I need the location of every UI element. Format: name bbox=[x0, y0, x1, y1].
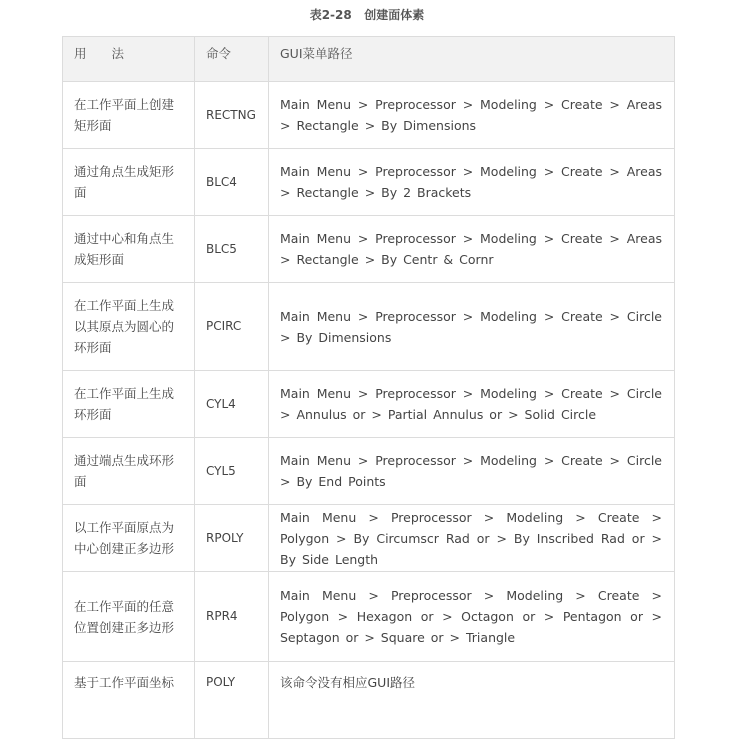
table-row bbox=[63, 662, 675, 739]
command-cell: RPR4 bbox=[195, 572, 269, 662]
command-cell: RPOLY bbox=[195, 505, 269, 572]
command-cell: CYL4 bbox=[195, 371, 269, 438]
gui-path-cell: Main Menu > Preprocessor > Modeling > Create > Areas > Rectangle > By Centr & Cornr bbox=[269, 216, 675, 283]
gui-path-cell: Main Menu > Preprocessor > Modeling > Create > Polygon > Hexagon or > Octagon or > Pentagon or > Septagon or > Square or > Triangle bbox=[269, 572, 675, 662]
command-cell: BLC5 bbox=[195, 216, 269, 283]
command-cell: PCIRC bbox=[195, 283, 269, 371]
header-gui-path: GUI菜单路径 bbox=[269, 37, 675, 82]
gui-path-cell: Main Menu > Preprocessor > Modeling > Create > Polygon > By Circumscr Rad or > By Inscribed Rad or > By Side Length bbox=[269, 505, 675, 572]
gui-path-cell: 该命令没有相应GUI路径 bbox=[269, 662, 675, 739]
table-row bbox=[63, 438, 675, 505]
gui-path-cell: Main Menu > Preprocessor > Modeling > Create > Circle > By Dimensions bbox=[269, 283, 675, 371]
table-row bbox=[63, 149, 675, 216]
gui-path-cell: Main Menu > Preprocessor > Modeling > Create > Circle > Annulus or > Partial Annulus or > Solid Circle bbox=[269, 371, 675, 438]
table-caption: 表2-28 创建面体素 bbox=[309, 8, 425, 22]
usage-cell: 在工作平面上创建矩形面 bbox=[63, 82, 195, 149]
area-primitives-table bbox=[62, 36, 675, 739]
usage-cell: 通过端点生成环形面 bbox=[63, 438, 195, 505]
table-row bbox=[63, 505, 675, 572]
gui-path-cell: Main Menu > Preprocessor > Modeling > Create > Areas > Rectangle > By 2 Brackets bbox=[269, 149, 675, 216]
header-command: 命令 bbox=[195, 37, 269, 82]
table-row bbox=[63, 82, 675, 149]
gui-path-cell: Main Menu > Preprocessor > Modeling > Create > Circle > By End Points bbox=[269, 438, 675, 505]
table-header-row bbox=[63, 37, 675, 82]
gui-path-cell: Main Menu > Preprocessor > Modeling > Create > Areas > Rectangle > By Dimensions bbox=[269, 82, 675, 149]
usage-cell: 在工作平面上生成以其原点为圆心的环形面 bbox=[63, 283, 195, 371]
command-cell: CYL5 bbox=[195, 438, 269, 505]
usage-cell: 在工作平面上生成环形面 bbox=[63, 371, 195, 438]
usage-cell: 以工作平面原点为中心创建正多边形 bbox=[63, 505, 195, 572]
table-row bbox=[63, 216, 675, 283]
command-cell: POLY bbox=[195, 662, 269, 739]
table-row bbox=[63, 371, 675, 438]
table-row bbox=[63, 283, 675, 371]
header-usage: 用 法 bbox=[63, 37, 195, 82]
usage-cell: 基于工作平面坐标 bbox=[63, 662, 195, 739]
command-cell: RECTNG bbox=[195, 82, 269, 149]
command-cell: BLC4 bbox=[195, 149, 269, 216]
usage-cell: 在工作平面的任意位置创建正多边形 bbox=[63, 572, 195, 662]
usage-cell: 通过角点生成矩形面 bbox=[63, 149, 195, 216]
usage-cell: 通过中心和角点生成矩形面 bbox=[63, 216, 195, 283]
table-row bbox=[63, 572, 675, 662]
